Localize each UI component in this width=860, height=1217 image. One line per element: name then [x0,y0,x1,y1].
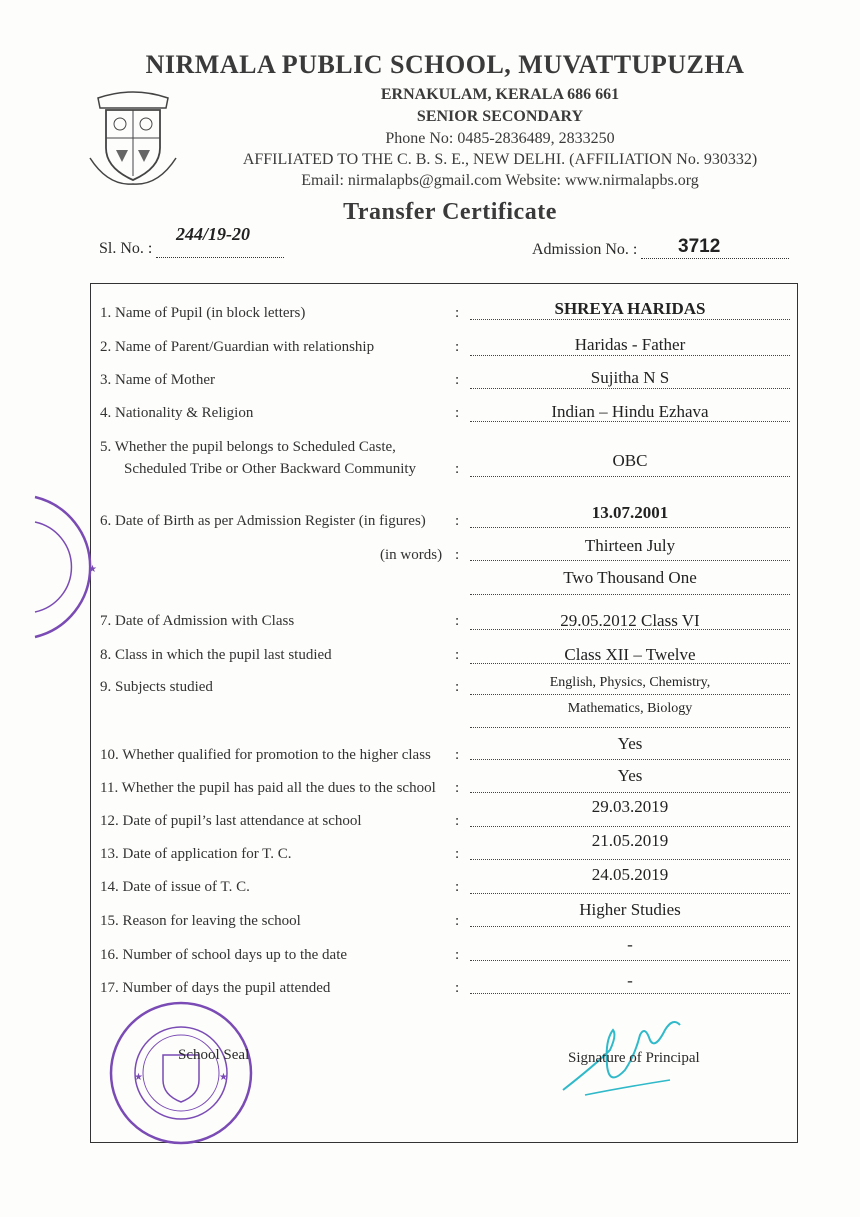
serial-number-value: 244/19-20 [176,224,250,244]
svg-text:★: ★ [88,564,97,575]
field-value: Class XII – Twelve [564,645,696,664]
school-crest-icon [88,88,178,188]
dotted-line [470,859,790,860]
field-value-words: Thirteen July [584,536,676,555]
principal-signature-label: Signature of Principal [568,1050,700,1066]
colon: : [455,405,460,421]
field-label: 15. Reason for leaving the school [100,913,301,929]
dotted-line [470,926,790,927]
partial-seal-stamp [30,492,110,642]
field-value: SHREYA HARIDAS [554,299,706,318]
field-value: 29.05.2012 Class VI [560,611,700,630]
field-label: 10. Whether qualified for promotion to the higher class [100,747,431,763]
field-label: 1. Name of Pupil (in block letters) [100,305,306,321]
field-value-continued: Mathematics, Biology [567,701,693,716]
document-title: Transfer Certificate [343,199,557,225]
colon: : [455,461,460,477]
admission-number-value: 3712 [678,236,721,257]
field-value: Yes [617,734,643,753]
field-label: 12. Date of pupil’s last attendance at school [100,813,362,829]
school-phone: Phone No: 0485-2836489, 2833250 [385,130,615,147]
field-value: Sujitha N S [590,368,670,387]
field-label: 2. Name of Parent/Guardian with relationship [100,339,375,355]
dotted-line [470,476,790,477]
dotted-line [470,759,790,760]
field-value: Higher Studies [579,900,681,919]
dotted-line [470,993,790,994]
dotted-line [470,727,790,728]
field-label: 3. Name of Mother [100,372,215,388]
school-seal-stamp [108,1000,254,1146]
field-label-continued: (in words) [380,547,443,563]
field-value: Yes [617,766,643,785]
school-name: NIRMALA PUBLIC SCHOOL, MUVATTUPUZHA [145,50,745,79]
field-label: 14. Date of issue of T. C. [100,879,250,895]
field-label: 17. Number of days the pupil attended [100,980,331,996]
dotted-line [470,355,790,356]
field-value: Indian – Hindu Ezhava [551,402,709,421]
dotted-line [470,792,790,793]
colon: : [455,305,460,321]
field-label: 13. Date of application for T. C. [100,846,292,862]
dotted-line [470,826,790,827]
field-label: 8. Class in which the pupil last studied [100,647,332,663]
field-label: 6. Date of Birth as per Admission Register (in figures) [100,513,426,529]
colon: : [455,980,460,996]
school-level: SENIOR SECONDARY [416,108,584,125]
field-value: - [627,935,633,954]
colon: : [455,947,460,963]
admission-number-label: Admission No. : [532,241,789,259]
field-label: 5. Whether the pupil belongs to Scheduled Caste, [100,439,396,455]
colon: : [455,372,460,388]
svg-text:★: ★ [134,1072,143,1083]
field-value: 13.07.2001 [591,503,669,522]
field-value: 21.05.2019 [591,831,669,850]
colon: : [455,780,460,796]
colon: : [455,813,460,829]
colon: : [455,913,460,929]
colon: : [455,747,460,763]
dotted-line [470,893,790,894]
school-contact: Email: nirmalapbs@gmail.com Website: www.nirmalapbs.org [301,172,699,189]
field-value-words-continued: Two Thousand One [563,568,697,587]
dotted-line [470,629,790,630]
field-value: Haridas - Father [574,335,686,354]
serial-number-label: Sl. No. : [99,240,284,258]
dotted-line [470,388,790,389]
colon: : [455,846,460,862]
field-value: - [627,971,633,990]
dotted-line [470,560,790,561]
dotted-line [470,694,790,695]
colon: : [455,679,460,695]
dotted-line [470,960,790,961]
colon: : [455,339,460,355]
colon: : [455,647,460,663]
dotted-line [470,663,790,664]
svg-text:★: ★ [219,1072,228,1083]
field-label: 16. Number of school days up to the date [100,947,348,963]
field-label: 11. Whether the pupil has paid all the dues to the school [100,780,436,796]
field-label: 4. Nationality & Religion [100,405,254,421]
colon: : [455,879,460,895]
field-label: 7. Date of Admission with Class [100,613,295,629]
school-seal-label: School Seal [178,1047,250,1063]
field-value: 29.03.2019 [591,797,669,816]
dotted-line [470,527,790,528]
school-affiliation: AFFILIATED TO THE C. B. S. E., NEW DELHI. (AFFILIATION No. 930332) [242,151,758,168]
dotted-line [470,421,790,422]
field-label: 9. Subjects studied [100,679,213,695]
school-address: ERNAKULAM, KERALA 686 661 [380,86,620,103]
colon: : [455,513,460,529]
colon: : [455,613,460,629]
field-value: OBC [612,451,648,470]
dotted-line [470,594,790,595]
field-value: English, Physics, Chemistry, [549,675,711,690]
field-value: 24.05.2019 [591,865,669,884]
colon: : [455,547,460,563]
dotted-line [470,319,790,320]
field-label-continued: Scheduled Tribe or Other Backward Community [124,461,417,477]
